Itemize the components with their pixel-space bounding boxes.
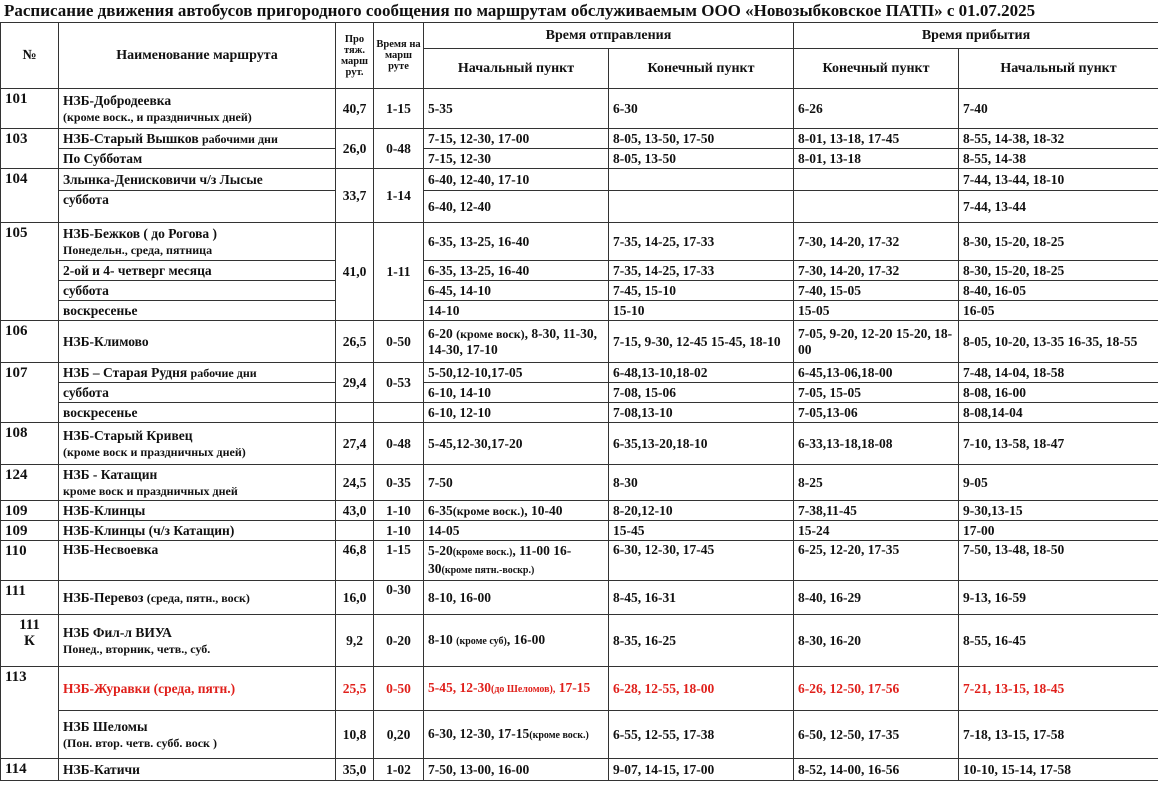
dep-start: 6-35, 13-25, 16-40 xyxy=(424,223,609,261)
route-name xyxy=(59,615,336,667)
arr-end: 15-05 xyxy=(794,301,959,321)
arr-start: 7-44, 13-44 xyxy=(959,191,1158,223)
route-duration: 1-02 xyxy=(374,759,424,781)
route-num: 113 xyxy=(1,667,59,759)
dep-end: 6-30 xyxy=(609,89,794,129)
route-name: суббота xyxy=(59,281,336,301)
route-num: 101 xyxy=(1,89,59,129)
table-row xyxy=(1,281,1158,301)
arr-end: 7-05, 9-20, 12-20 15-20, 18-00 xyxy=(794,321,959,363)
arr-end: 8-40, 16-29 xyxy=(794,581,959,615)
arr-start: 9-05 xyxy=(959,465,1158,501)
time-value: 6-20 xyxy=(428,325,457,341)
arr-end: 15-24 xyxy=(794,521,959,541)
route-num: 114 xyxy=(1,759,59,781)
arr-start: 8-55, 16-45 xyxy=(959,615,1158,667)
route-note: Понед., вторник, четв., суб. xyxy=(63,641,211,656)
dep-start xyxy=(424,321,609,363)
dep-start: 7-15, 12-30 xyxy=(424,149,609,169)
dep-start: 5-50,12-10,17-05 xyxy=(424,363,609,383)
route-duration: 1-15 xyxy=(374,89,424,129)
arr-end: 8-25 xyxy=(794,465,959,501)
dep-start xyxy=(424,541,609,581)
route-length: 43,0 xyxy=(336,501,374,521)
route-name: 2-ой и 4- четверг месяца xyxy=(59,261,336,281)
route-num: 110 xyxy=(1,541,59,581)
arr-end: 6-25, 12-20, 17-35 xyxy=(794,541,959,581)
dep-end xyxy=(609,169,794,191)
page-title: Расписание движения автобусов пригородного сообщения по маршрутам обслуживаемым ООО «Новозыбковское ПАТП» с 01.07.2025 xyxy=(4,0,1156,23)
table-row xyxy=(1,423,1158,465)
route-name: суббота xyxy=(59,191,336,223)
header-duration: Время на марш руте xyxy=(374,23,424,89)
route-title: НЗБ Шеломы xyxy=(63,718,148,734)
table-row xyxy=(1,501,1158,521)
arr-start: 8-08,14-04 xyxy=(959,403,1158,423)
dep-start: 5-35 xyxy=(424,89,609,129)
arr-end: 7-30, 14-20, 17-32 xyxy=(794,261,959,281)
route-title: НЗБ - Катащин xyxy=(63,466,158,482)
arr-start: 16-05 xyxy=(959,301,1158,321)
dep-end: 8-30 xyxy=(609,465,794,501)
dep-end: 8-35, 16-25 xyxy=(609,615,794,667)
time-note: (кроме воск.) xyxy=(529,729,589,741)
dep-end: 8-45, 16-31 xyxy=(609,581,794,615)
dep-start: 6-10, 12-10 xyxy=(424,403,609,423)
route-name: НЗБ-Журавки (среда, пятн.) xyxy=(59,667,336,711)
table-row xyxy=(1,301,1158,321)
arr-end: 6-50, 12-50, 17-35 xyxy=(794,711,959,759)
dep-end: 7-08, 15-06 xyxy=(609,383,794,403)
route-name xyxy=(59,423,336,465)
dep-end: 6-55, 12-55, 17-38 xyxy=(609,711,794,759)
route-length: 26,5 xyxy=(336,321,374,363)
route-duration: 1-10 xyxy=(374,501,424,521)
table-row xyxy=(1,403,1158,423)
dep-end: 7-35, 14-25, 17-33 xyxy=(609,261,794,281)
table-row xyxy=(1,191,1158,223)
route-title: НЗБ-Старый Вышков xyxy=(63,130,199,146)
dep-end: 8-20,12-10 xyxy=(609,501,794,521)
table-row xyxy=(1,383,1158,403)
arr-start: 9-30,13-15 xyxy=(959,501,1158,521)
route-name: Злынка-Денисковичи ч/з Лысые xyxy=(59,169,336,191)
time-value: , 11-00 16-30 xyxy=(428,542,572,576)
dep-start: 6-40, 12-40, 17-10 xyxy=(424,169,609,191)
table-row xyxy=(1,129,1158,149)
route-duration: 0-20 xyxy=(374,615,424,667)
time-value: 6-35 xyxy=(428,502,453,518)
route-duration: 0-48 xyxy=(374,423,424,465)
arr-end: 6-45,13-06,18-00 xyxy=(794,363,959,383)
arr-start: 8-55, 14-38, 18-32 xyxy=(959,129,1158,149)
time-value: 17-15 xyxy=(558,679,591,695)
arr-end: 7-05, 15-05 xyxy=(794,383,959,403)
route-num: 109 xyxy=(1,521,59,541)
table-row xyxy=(1,169,1158,191)
header-length: Про тяж. марш рут. xyxy=(336,23,374,89)
time-note: (кроме пятн.-воскр.) xyxy=(441,564,535,576)
arr-start: 8-30, 15-20, 18-25 xyxy=(959,223,1158,261)
table-row xyxy=(1,223,1158,261)
header-arr-start: Начальный пункт xyxy=(959,49,1158,89)
route-name xyxy=(59,711,336,759)
dep-start: 5-45,12-30,17-20 xyxy=(424,423,609,465)
arr-end: 6-26 xyxy=(794,89,959,129)
route-duration: 1-14 xyxy=(374,169,424,223)
table-row xyxy=(1,521,1158,541)
header-name: Наименование маршрута xyxy=(59,23,336,89)
route-num-main: 111 xyxy=(19,617,40,633)
route-note: (Пон. втор. четв. субб. воск ) xyxy=(63,735,217,750)
dep-end: 6-28, 12-55, 18-00 xyxy=(609,667,794,711)
arr-start: 7-50, 13-48, 18-50 xyxy=(959,541,1158,581)
time-value: 6-30, 12-30, 17-15 xyxy=(428,725,530,741)
route-num: 124 xyxy=(1,465,59,501)
dep-start xyxy=(424,667,609,711)
header-dep-start: Начальный пункт xyxy=(424,49,609,89)
arr-start: 7-21, 13-15, 18-45 xyxy=(959,667,1158,711)
table-row xyxy=(1,667,1158,711)
route-length: 16,0 xyxy=(336,581,374,615)
arr-start: 7-10, 13-58, 18-47 xyxy=(959,423,1158,465)
route-num: 103 xyxy=(1,129,59,169)
dep-start: 7-50 xyxy=(424,465,609,501)
arr-start: 10-10, 15-14, 17-58 xyxy=(959,759,1158,781)
route-length: 24,5 xyxy=(336,465,374,501)
route-num-suffix: К xyxy=(24,633,35,649)
time-note: (кроме воск.) xyxy=(452,503,525,518)
dep-start xyxy=(424,615,609,667)
arr-end: 7-30, 14-20, 17-32 xyxy=(794,223,959,261)
table-row xyxy=(1,759,1158,781)
dep-start: 6-40, 12-40 xyxy=(424,191,609,223)
dep-start: 14-10 xyxy=(424,301,609,321)
route-duration: 0-48 xyxy=(374,129,424,169)
route-num: 111 xyxy=(1,581,59,615)
header-dep-end: Конечный пункт xyxy=(609,49,794,89)
time-value: , 16-00 xyxy=(506,631,546,647)
time-value: , 10-40 xyxy=(524,502,563,518)
route-name: НЗБ-Климово xyxy=(59,321,336,363)
arr-start: 7-18, 13-15, 17-58 xyxy=(959,711,1158,759)
arr-end: 7-05,13-06 xyxy=(794,403,959,423)
route-note: (кроме воск., и праздничных дней) xyxy=(63,109,252,124)
dep-start: 6-45, 14-10 xyxy=(424,281,609,301)
table-row xyxy=(1,541,1158,581)
dep-end: 9-07, 14-15, 17-00 xyxy=(609,759,794,781)
route-duration: 1-15 xyxy=(374,541,424,581)
dep-end: 15-10 xyxy=(609,301,794,321)
route-duration: 0-30 xyxy=(374,581,424,615)
route-length: 33,7 xyxy=(336,169,374,223)
route-name: суббота xyxy=(59,383,336,403)
table-row xyxy=(1,581,1158,615)
route-length: 35,0 xyxy=(336,759,374,781)
table-row xyxy=(1,615,1158,667)
dep-start: 8-10, 16-00 xyxy=(424,581,609,615)
table-row xyxy=(1,321,1158,363)
dep-end: 7-15, 9-30, 12-45 15-45, 18-10 xyxy=(609,321,794,363)
route-num: 108 xyxy=(1,423,59,465)
arr-start: 7-44, 13-44, 18-10 xyxy=(959,169,1158,191)
route-name: воскресенье xyxy=(59,403,336,423)
dep-end: 6-48,13-10,18-02 xyxy=(609,363,794,383)
time-value: 8-10 xyxy=(428,631,457,647)
route-length: 41,0 xyxy=(336,223,374,321)
arr-start: 8-40, 16-05 xyxy=(959,281,1158,301)
arr-end: 8-30, 16-20 xyxy=(794,615,959,667)
time-note: (кроме воск.) xyxy=(452,546,513,558)
dep-start: 6-35, 13-25, 16-40 xyxy=(424,261,609,281)
route-name: По Субботам xyxy=(59,149,336,169)
table-row xyxy=(1,465,1158,501)
arr-end: 6-33,13-18,18-08 xyxy=(794,423,959,465)
dep-end: 7-45, 15-10 xyxy=(609,281,794,301)
route-name: НЗБ-Несвоевка xyxy=(59,541,336,581)
time-value: , 8-30, 11-30, 14-30, 17-10 xyxy=(428,325,597,357)
dep-end xyxy=(609,191,794,223)
route-num: 107 xyxy=(1,363,59,423)
arr-start: 8-08, 16-00 xyxy=(959,383,1158,403)
arr-start: 8-55, 14-38 xyxy=(959,149,1158,169)
arr-start: 8-30, 15-20, 18-25 xyxy=(959,261,1158,281)
route-length: 27,4 xyxy=(336,423,374,465)
route-length: 46,8 xyxy=(336,541,374,581)
time-note: (кроме суб) xyxy=(456,635,507,647)
arr-end: 8-52, 14-00, 16-56 xyxy=(794,759,959,781)
header-arr-end: Конечный пункт xyxy=(794,49,959,89)
route-num: 109 xyxy=(1,501,59,521)
arr-start: 8-05, 10-20, 13-35 16-35, 18-55 xyxy=(959,321,1158,363)
header-arrival: Время прибытия xyxy=(794,23,1158,49)
route-name: НЗБ-Клинцы (ч/з Катащин) xyxy=(59,521,336,541)
table-row xyxy=(1,149,1158,169)
route-length: 40,7 xyxy=(336,89,374,129)
route-duration: 1-10 xyxy=(374,521,424,541)
table-row xyxy=(1,363,1158,383)
table-row xyxy=(1,261,1158,281)
dep-end: 7-08,13-10 xyxy=(609,403,794,423)
route-title: НЗБ-Перевоз xyxy=(63,589,144,605)
route-num xyxy=(1,615,59,667)
dep-end: 8-05, 13-50, 17-50 xyxy=(609,129,794,149)
route-name: НЗБ-Клинцы xyxy=(59,501,336,521)
time-note: (до Шеломов), xyxy=(491,683,556,695)
time-value: 5-20 xyxy=(428,542,453,558)
route-note: (кроме воск и праздничных дней) xyxy=(63,444,246,459)
time-value: 5-45, 12-30 xyxy=(428,679,491,695)
arr-end: 7-40, 15-05 xyxy=(794,281,959,301)
dep-end: 15-45 xyxy=(609,521,794,541)
table-row xyxy=(1,711,1158,759)
dep-start: 7-50, 13-00, 16-00 xyxy=(424,759,609,781)
route-name xyxy=(59,363,336,383)
arr-end: 8-01, 13-18 xyxy=(794,149,959,169)
arr-end: 7-38,11-45 xyxy=(794,501,959,521)
route-note: рабочими дни xyxy=(202,131,278,146)
arr-end: 8-01, 13-18, 17-45 xyxy=(794,129,959,149)
dep-start: 7-15, 12-30, 17-00 xyxy=(424,129,609,149)
route-name: НЗБ-Катичи xyxy=(59,759,336,781)
route-length xyxy=(336,403,374,423)
dep-start xyxy=(424,711,609,759)
route-title: НЗБ-Бежков ( до Рогова ) xyxy=(63,225,218,241)
route-name xyxy=(59,223,336,261)
route-duration: 0-50 xyxy=(374,667,424,711)
table-row xyxy=(1,89,1158,129)
route-note: кроме воск и праздничных дней xyxy=(63,483,238,498)
dep-start xyxy=(424,501,609,521)
arr-end: 6-26, 12-50, 17-56 xyxy=(794,667,959,711)
route-num: 106 xyxy=(1,321,59,363)
route-duration: 1-11 xyxy=(374,223,424,321)
time-note: (кроме воск) xyxy=(456,326,525,341)
route-length: 10,8 xyxy=(336,711,374,759)
dep-start: 14-05 xyxy=(424,521,609,541)
route-duration: 0-53 xyxy=(374,363,424,403)
arr-start: 7-40 xyxy=(959,89,1158,129)
dep-end: 6-35,13-20,18-10 xyxy=(609,423,794,465)
route-duration: 0-50 xyxy=(374,321,424,363)
header-departure: Время отправления xyxy=(424,23,794,49)
route-note: (среда, пятн., воск) xyxy=(146,590,250,605)
route-length: 25,5 xyxy=(336,667,374,711)
route-num: 105 xyxy=(1,223,59,321)
route-duration: 0-35 xyxy=(374,465,424,501)
route-note: рабочие дни xyxy=(190,365,257,380)
route-title: НЗБ-Старый Кривец xyxy=(63,427,193,443)
header-num: № xyxy=(1,23,59,89)
route-name xyxy=(59,581,336,615)
route-name xyxy=(59,129,336,149)
arr-start: 7-48, 14-04, 18-58 xyxy=(959,363,1158,383)
route-note: Понедельн., среда, пятница xyxy=(63,242,213,257)
route-length: 29,4 xyxy=(336,363,374,403)
route-title: НЗБ-Добродеевка xyxy=(63,92,172,108)
arr-start: 17-00 xyxy=(959,521,1158,541)
route-title: НЗБ – Старая Рудня xyxy=(63,364,188,380)
route-name xyxy=(59,89,336,129)
route-title: НЗБ Фил-л ВИУА xyxy=(63,624,172,640)
route-length xyxy=(336,521,374,541)
dep-start: 6-10, 14-10 xyxy=(424,383,609,403)
route-length: 26,0 xyxy=(336,129,374,169)
schedule-table xyxy=(0,22,1158,781)
route-duration: 0,20 xyxy=(374,711,424,759)
arr-end xyxy=(794,191,959,223)
route-duration xyxy=(374,403,424,423)
dep-end: 6-30, 12-30, 17-45 xyxy=(609,541,794,581)
dep-end: 7-35, 14-25, 17-33 xyxy=(609,223,794,261)
route-num: 104 xyxy=(1,169,59,223)
dep-end: 8-05, 13-50 xyxy=(609,149,794,169)
arr-end xyxy=(794,169,959,191)
route-name: воскресенье xyxy=(59,301,336,321)
arr-start: 9-13, 16-59 xyxy=(959,581,1158,615)
route-name xyxy=(59,465,336,501)
route-length: 9,2 xyxy=(336,615,374,667)
